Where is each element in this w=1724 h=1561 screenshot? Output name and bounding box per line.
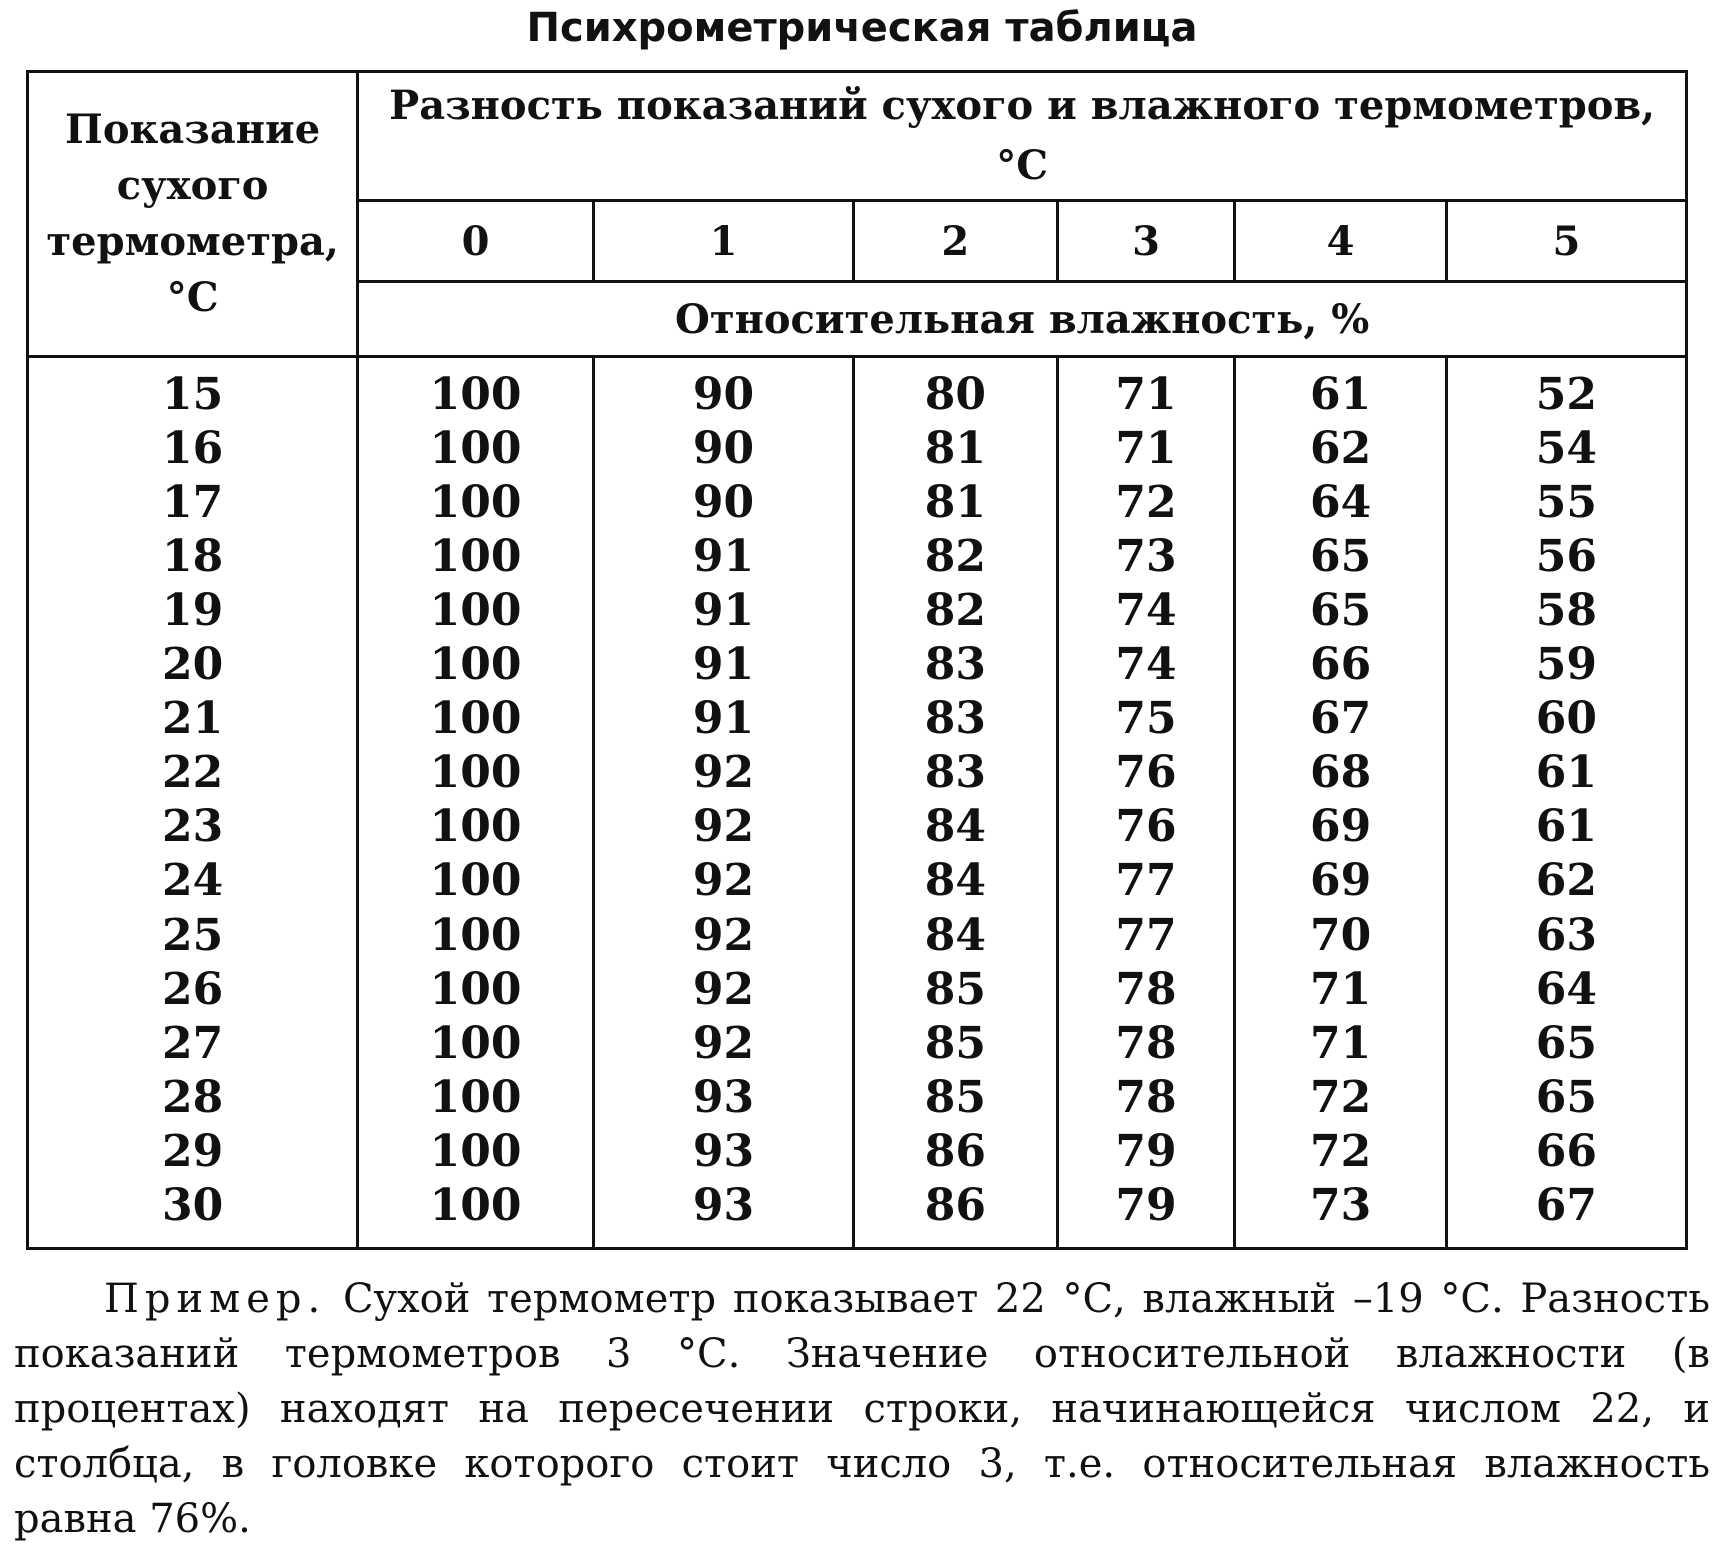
humidity-cell: 92 xyxy=(593,908,853,962)
humidity-cell: 83 xyxy=(854,746,1057,800)
humidity-cell: 71 xyxy=(1235,963,1446,1017)
psychrometric-table xyxy=(26,70,1688,1250)
dry-temperature-cell: 28 xyxy=(28,1071,358,1125)
humidity-cell: 78 xyxy=(1057,963,1235,1017)
humidity-cell: 74 xyxy=(1057,584,1235,638)
humidity-cell: 75 xyxy=(1057,692,1235,746)
humidity-cell: 93 xyxy=(593,1125,853,1179)
difference-value-header: 4 xyxy=(1235,201,1446,282)
table-row xyxy=(28,963,1687,1017)
humidity-cell: 85 xyxy=(854,963,1057,1017)
dry-temperature-cell: 21 xyxy=(28,692,358,746)
humidity-cell: 60 xyxy=(1446,692,1686,746)
example-lead: Пример. xyxy=(104,1276,327,1322)
table-row xyxy=(28,476,1687,530)
humidity-cell: 77 xyxy=(1057,854,1235,908)
dry-temperature-cell: 23 xyxy=(28,800,358,854)
dry-temperature-cell: 27 xyxy=(28,1017,358,1071)
humidity-cell: 91 xyxy=(593,584,853,638)
humidity-cell: 100 xyxy=(358,908,594,962)
humidity-cell: 64 xyxy=(1235,476,1446,530)
humidity-cell: 86 xyxy=(854,1125,1057,1179)
dry-temperature-cell: 16 xyxy=(28,422,358,476)
humidity-cell: 71 xyxy=(1235,1017,1446,1071)
humidity-cell: 61 xyxy=(1235,357,1446,423)
humidity-cell: 86 xyxy=(854,1179,1057,1249)
table-row xyxy=(28,1125,1687,1179)
table-row xyxy=(28,357,1687,423)
table-row xyxy=(28,1017,1687,1071)
table-row xyxy=(28,530,1687,584)
dry-temperature-cell: 18 xyxy=(28,530,358,584)
humidity-cell: 58 xyxy=(1446,584,1686,638)
humidity-cell: 74 xyxy=(1057,638,1235,692)
humidity-cell: 83 xyxy=(854,638,1057,692)
humidity-cell: 66 xyxy=(1446,1125,1686,1179)
humidity-cell: 82 xyxy=(854,584,1057,638)
humidity-cell: 84 xyxy=(854,908,1057,962)
difference-value-header: 3 xyxy=(1057,201,1235,282)
humidity-cell: 85 xyxy=(854,1071,1057,1125)
humidity-cell: 65 xyxy=(1446,1071,1686,1125)
humidity-cell: 91 xyxy=(593,638,853,692)
humidity-cell: 65 xyxy=(1235,530,1446,584)
humidity-cell: 61 xyxy=(1446,746,1686,800)
humidity-cell: 100 xyxy=(358,1017,594,1071)
humidity-cell: 92 xyxy=(593,1017,853,1071)
humidity-cell: 100 xyxy=(358,422,594,476)
dry-temperature-cell: 29 xyxy=(28,1125,358,1179)
humidity-cell: 91 xyxy=(593,530,853,584)
difference-value-header: 2 xyxy=(854,201,1057,282)
humidity-cell: 72 xyxy=(1057,476,1235,530)
humidity-cell: 70 xyxy=(1235,908,1446,962)
humidity-cell: 72 xyxy=(1235,1071,1446,1125)
dry-temperature-cell: 22 xyxy=(28,746,358,800)
humidity-cell: 93 xyxy=(593,1179,853,1249)
humidity-cell: 81 xyxy=(854,422,1057,476)
table-row xyxy=(28,746,1687,800)
dry-temperature-cell: 25 xyxy=(28,908,358,962)
humidity-cell: 56 xyxy=(1446,530,1686,584)
humidity-cell: 77 xyxy=(1057,908,1235,962)
humidity-cell: 100 xyxy=(358,357,594,423)
difference-header: Разность показаний сухого и влажного термометров, °С xyxy=(358,72,1687,201)
humidity-cell: 100 xyxy=(358,530,594,584)
humidity-cell: 71 xyxy=(1057,422,1235,476)
humidity-cell: 80 xyxy=(854,357,1057,423)
dry-temperature-cell: 20 xyxy=(28,638,358,692)
humidity-cell: 61 xyxy=(1446,800,1686,854)
humidity-cell: 100 xyxy=(358,1179,594,1249)
table-row xyxy=(28,800,1687,854)
humidity-cell: 90 xyxy=(593,422,853,476)
humidity-cell: 90 xyxy=(593,357,853,423)
humidity-cell: 67 xyxy=(1235,692,1446,746)
dry-temperature-cell: 19 xyxy=(28,584,358,638)
humidity-cell: 76 xyxy=(1057,800,1235,854)
page-title: Психрометрическая таблица xyxy=(526,5,1198,51)
relative-humidity-header: Относительная влажность, % xyxy=(358,282,1687,357)
humidity-cell: 73 xyxy=(1235,1179,1446,1249)
humidity-cell: 79 xyxy=(1057,1125,1235,1179)
humidity-cell: 92 xyxy=(593,854,853,908)
humidity-cell: 65 xyxy=(1446,1017,1686,1071)
humidity-cell: 100 xyxy=(358,476,594,530)
dry-temperature-cell: 26 xyxy=(28,963,358,1017)
humidity-cell: 100 xyxy=(358,638,594,692)
table-row xyxy=(28,692,1687,746)
humidity-cell: 100 xyxy=(358,963,594,1017)
humidity-cell: 81 xyxy=(854,476,1057,530)
humidity-cell: 82 xyxy=(854,530,1057,584)
difference-value-header: 0 xyxy=(358,201,594,282)
humidity-cell: 63 xyxy=(1446,908,1686,962)
humidity-cell: 91 xyxy=(593,692,853,746)
humidity-cell: 67 xyxy=(1446,1179,1686,1249)
humidity-cell: 100 xyxy=(358,1071,594,1125)
humidity-cell: 76 xyxy=(1057,746,1235,800)
humidity-cell: 90 xyxy=(593,476,853,530)
humidity-cell: 78 xyxy=(1057,1071,1235,1125)
humidity-cell: 100 xyxy=(358,800,594,854)
humidity-cell: 78 xyxy=(1057,1017,1235,1071)
table-row xyxy=(28,908,1687,962)
humidity-cell: 100 xyxy=(358,692,594,746)
humidity-cell: 100 xyxy=(358,854,594,908)
dry-temperature-cell: 24 xyxy=(28,854,358,908)
humidity-cell: 55 xyxy=(1446,476,1686,530)
humidity-cell: 66 xyxy=(1235,638,1446,692)
table-body xyxy=(28,357,1687,1249)
table-row xyxy=(28,638,1687,692)
difference-value-header: 1 xyxy=(593,201,853,282)
humidity-cell: 64 xyxy=(1446,963,1686,1017)
humidity-cell: 83 xyxy=(854,692,1057,746)
table-row xyxy=(28,1179,1687,1249)
dry-temperature-cell: 30 xyxy=(28,1179,358,1249)
humidity-cell: 68 xyxy=(1235,746,1446,800)
difference-value-header: 5 xyxy=(1446,201,1686,282)
humidity-cell: 73 xyxy=(1057,530,1235,584)
humidity-cell: 92 xyxy=(593,746,853,800)
table-row xyxy=(28,854,1687,908)
table-row xyxy=(28,1071,1687,1125)
humidity-cell: 92 xyxy=(593,963,853,1017)
humidity-cell: 59 xyxy=(1446,638,1686,692)
humidity-cell: 65 xyxy=(1235,584,1446,638)
humidity-cell: 69 xyxy=(1235,800,1446,854)
table-row xyxy=(28,422,1687,476)
example-paragraph xyxy=(14,1272,1710,1547)
humidity-cell: 85 xyxy=(854,1017,1057,1071)
humidity-cell: 62 xyxy=(1446,854,1686,908)
humidity-cell: 79 xyxy=(1057,1179,1235,1249)
humidity-cell: 62 xyxy=(1235,422,1446,476)
humidity-cell: 92 xyxy=(593,800,853,854)
dry-temperature-cell: 15 xyxy=(28,357,358,423)
humidity-cell: 84 xyxy=(854,800,1057,854)
dry-thermometer-header: Показание сухого термометра, °С xyxy=(28,72,358,357)
humidity-cell: 72 xyxy=(1235,1125,1446,1179)
example-text: Сухой термометр показывает 22 °С, влажный –19 °С. Разность показаний термометров 3 °С. Значение относительной влажности (в процентах) находят на пересечении строки, начинающейся числом 22, и столбца, в головке которого стоит число 3, т.е. относительная влажность равна 76%. xyxy=(14,1276,1710,1542)
table-row xyxy=(28,584,1687,638)
humidity-cell: 52 xyxy=(1446,357,1686,423)
humidity-cell: 54 xyxy=(1446,422,1686,476)
humidity-cell: 69 xyxy=(1235,854,1446,908)
humidity-cell: 100 xyxy=(358,1125,594,1179)
humidity-cell: 100 xyxy=(358,746,594,800)
humidity-cell: 71 xyxy=(1057,357,1235,423)
dry-temperature-cell: 17 xyxy=(28,476,358,530)
humidity-cell: 100 xyxy=(358,584,594,638)
humidity-cell: 93 xyxy=(593,1071,853,1125)
humidity-cell: 84 xyxy=(854,854,1057,908)
